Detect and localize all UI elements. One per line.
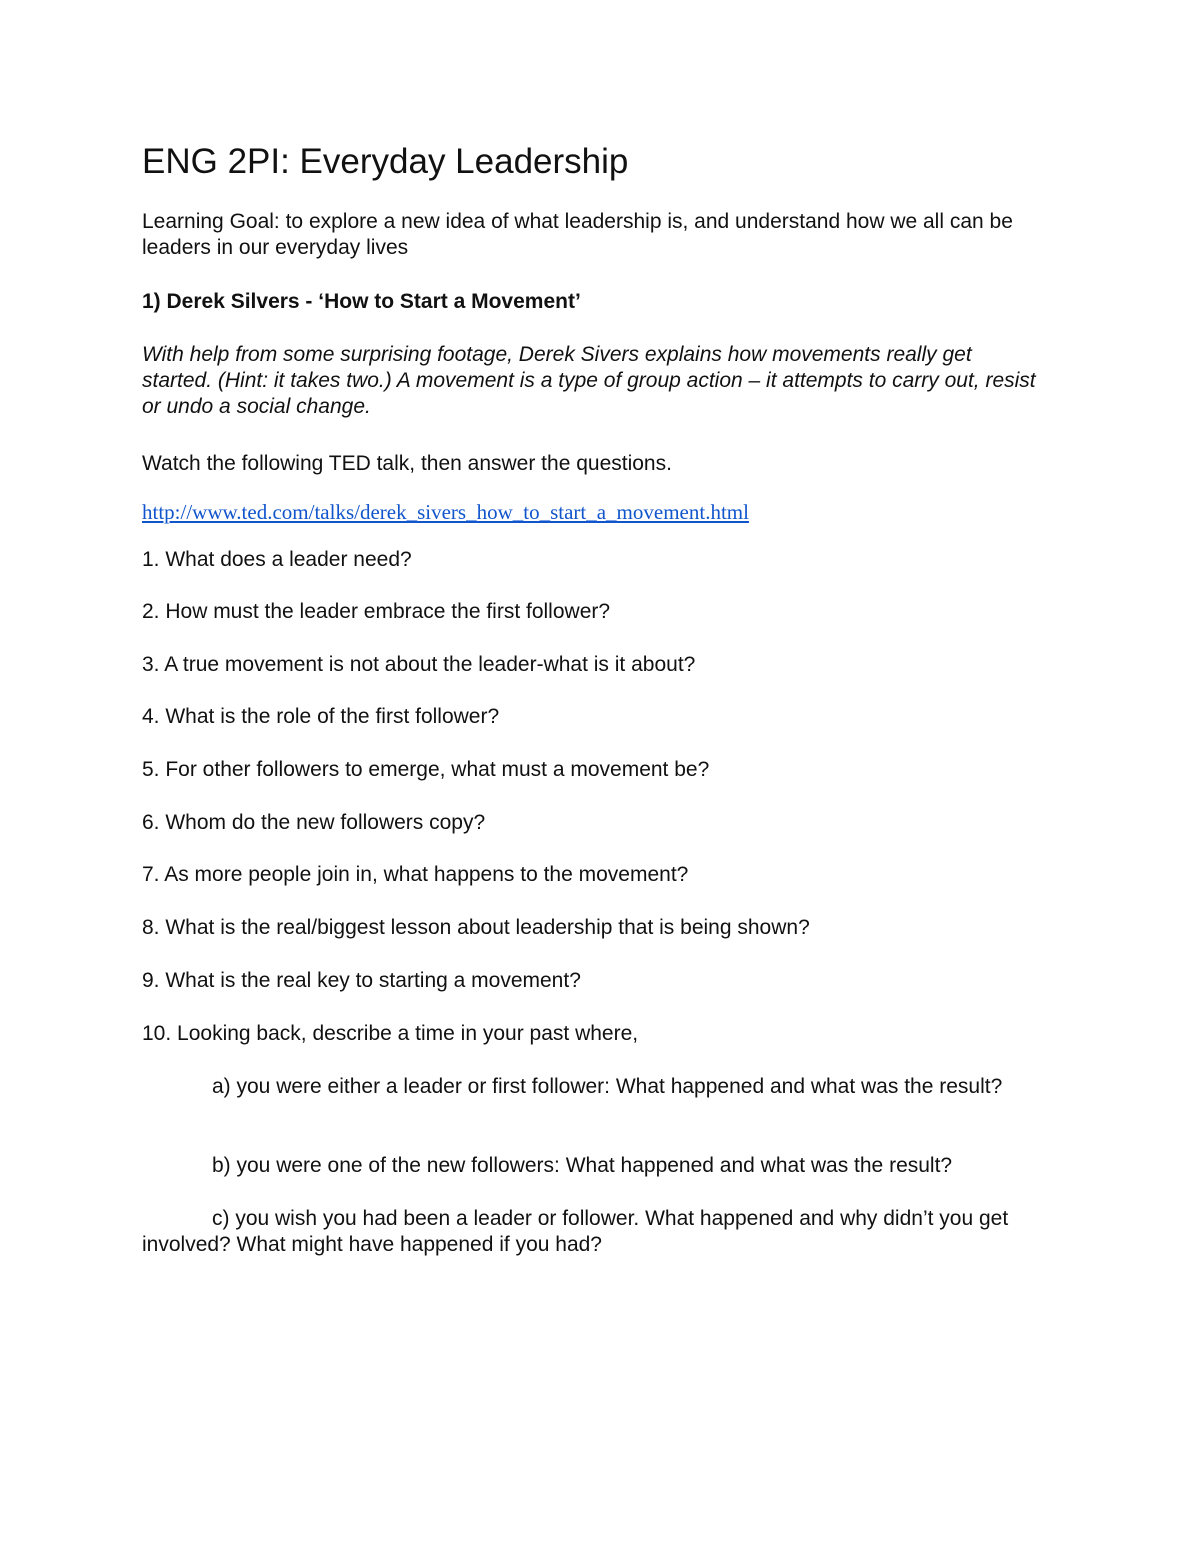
sub-question-c: c) you wish you had been a leader or follower. What happened and why didn’t you get involved? What might have happened if you had? (142, 1207, 1009, 1256)
question-10: 10. Looking back, describe a time in your past where, (142, 1022, 639, 1045)
sub-question-a: a) you were either a leader or first follower: What happened and what was the result? (212, 1075, 1003, 1098)
question-8: 8. What is the real/biggest lesson about leadership that is being shown? (142, 916, 810, 939)
question-6: 6. Whom do the new followers copy? (142, 811, 486, 834)
question-5: 5. For other followers to emerge, what must a movement be? (142, 758, 710, 781)
instruction-text: Watch the following TED talk, then answer the questions. (142, 452, 672, 475)
question-4: 4. What is the role of the first follower? (142, 705, 500, 728)
intro-paragraph: With help from some surprising footage, Derek Sivers explains how movements really get started. (Hint: it takes two.) A movement is a type of group action – it attempts to carry out, resist or undo a social change. (142, 343, 1036, 418)
question-2: 2. How must the leader embrace the first follower? (142, 600, 611, 623)
document-title: ENG 2PI: Everyday Leadership (142, 142, 629, 181)
question-9: 9. What is the real key to starting a movement? (142, 969, 581, 992)
learning-goal: Learning Goal: to explore a new idea of what leadership is, and understand how we all can be leaders in our everyday lives (142, 210, 1013, 259)
ted-talk-link[interactable]: http://www.ted.com/talks/derek_sivers_how_to_start_a_movement.html (142, 500, 749, 524)
question-3: 3. A true movement is not about the leader-what is it about? (142, 653, 696, 676)
section-heading: 1) Derek Silvers - ‘How to Start a Movement’ (142, 290, 581, 313)
question-1: 1. What does a leader need? (142, 548, 412, 571)
question-7: 7. As more people join in, what happens to the movement? (142, 863, 689, 886)
sub-question-b: b) you were one of the new followers: What happened and what was the result? (212, 1154, 953, 1177)
